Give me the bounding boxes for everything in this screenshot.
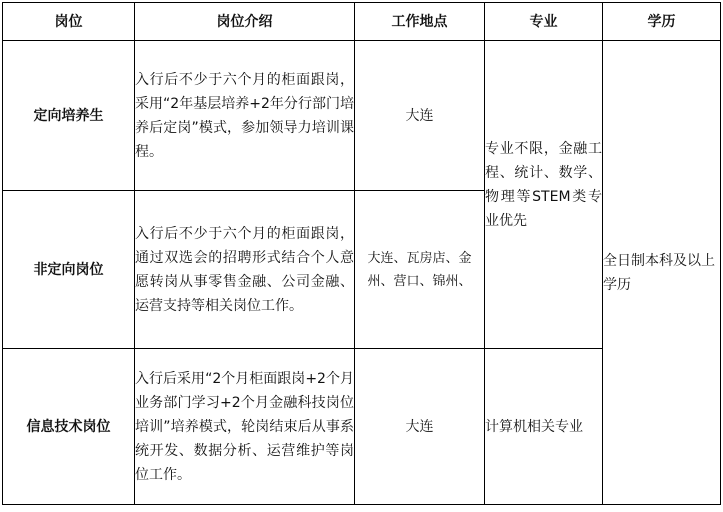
header-position: 岗位 xyxy=(3,3,135,41)
position-cell: 非定向岗位 xyxy=(3,191,135,349)
header-education: 学历 xyxy=(603,3,721,41)
header-row xyxy=(3,3,721,41)
header-intro: 岗位介绍 xyxy=(135,3,355,41)
major-cell-it: 计算机相关专业 xyxy=(485,349,603,505)
education-cell: 全日制本科及以上学历 xyxy=(603,41,721,505)
intro-cell: 入行后不少于六个月的柜面跟岗，通过双选会的招聘形式结合个人意愿转岗从事零售金融、公司金融、运营支持等相关岗位工作。 xyxy=(135,191,355,349)
table-row xyxy=(3,41,721,191)
header-location: 工作地点 xyxy=(355,3,485,41)
location-cell: 大连 xyxy=(355,41,485,191)
intro-cell: 入行后不少于六个月的柜面跟岗，采用“2年基层培养+2年分行部门培养后定岗”模式，参加领导力培训课程。 xyxy=(135,41,355,191)
major-cell-shared: 专业不限，金融工程、统计、数学、物理等STEM类专业优先 xyxy=(485,41,603,349)
position-cell: 信息技术岗位 xyxy=(3,349,135,505)
header-major: 专业 xyxy=(485,3,603,41)
recruitment-table xyxy=(2,2,721,505)
intro-cell: 入行后采用“2个月柜面跟岗+2个月业务部门学习+2个月金融科技岗位培训”培养模式，轮岗结束后从事系统开发、数据分析、运营维护等岗位工作。 xyxy=(135,349,355,505)
location-cell: 大连、瓦房店、金州、营口、锦州、 xyxy=(355,191,485,349)
position-cell: 定向培养生 xyxy=(3,41,135,191)
location-cell: 大连 xyxy=(355,349,485,505)
